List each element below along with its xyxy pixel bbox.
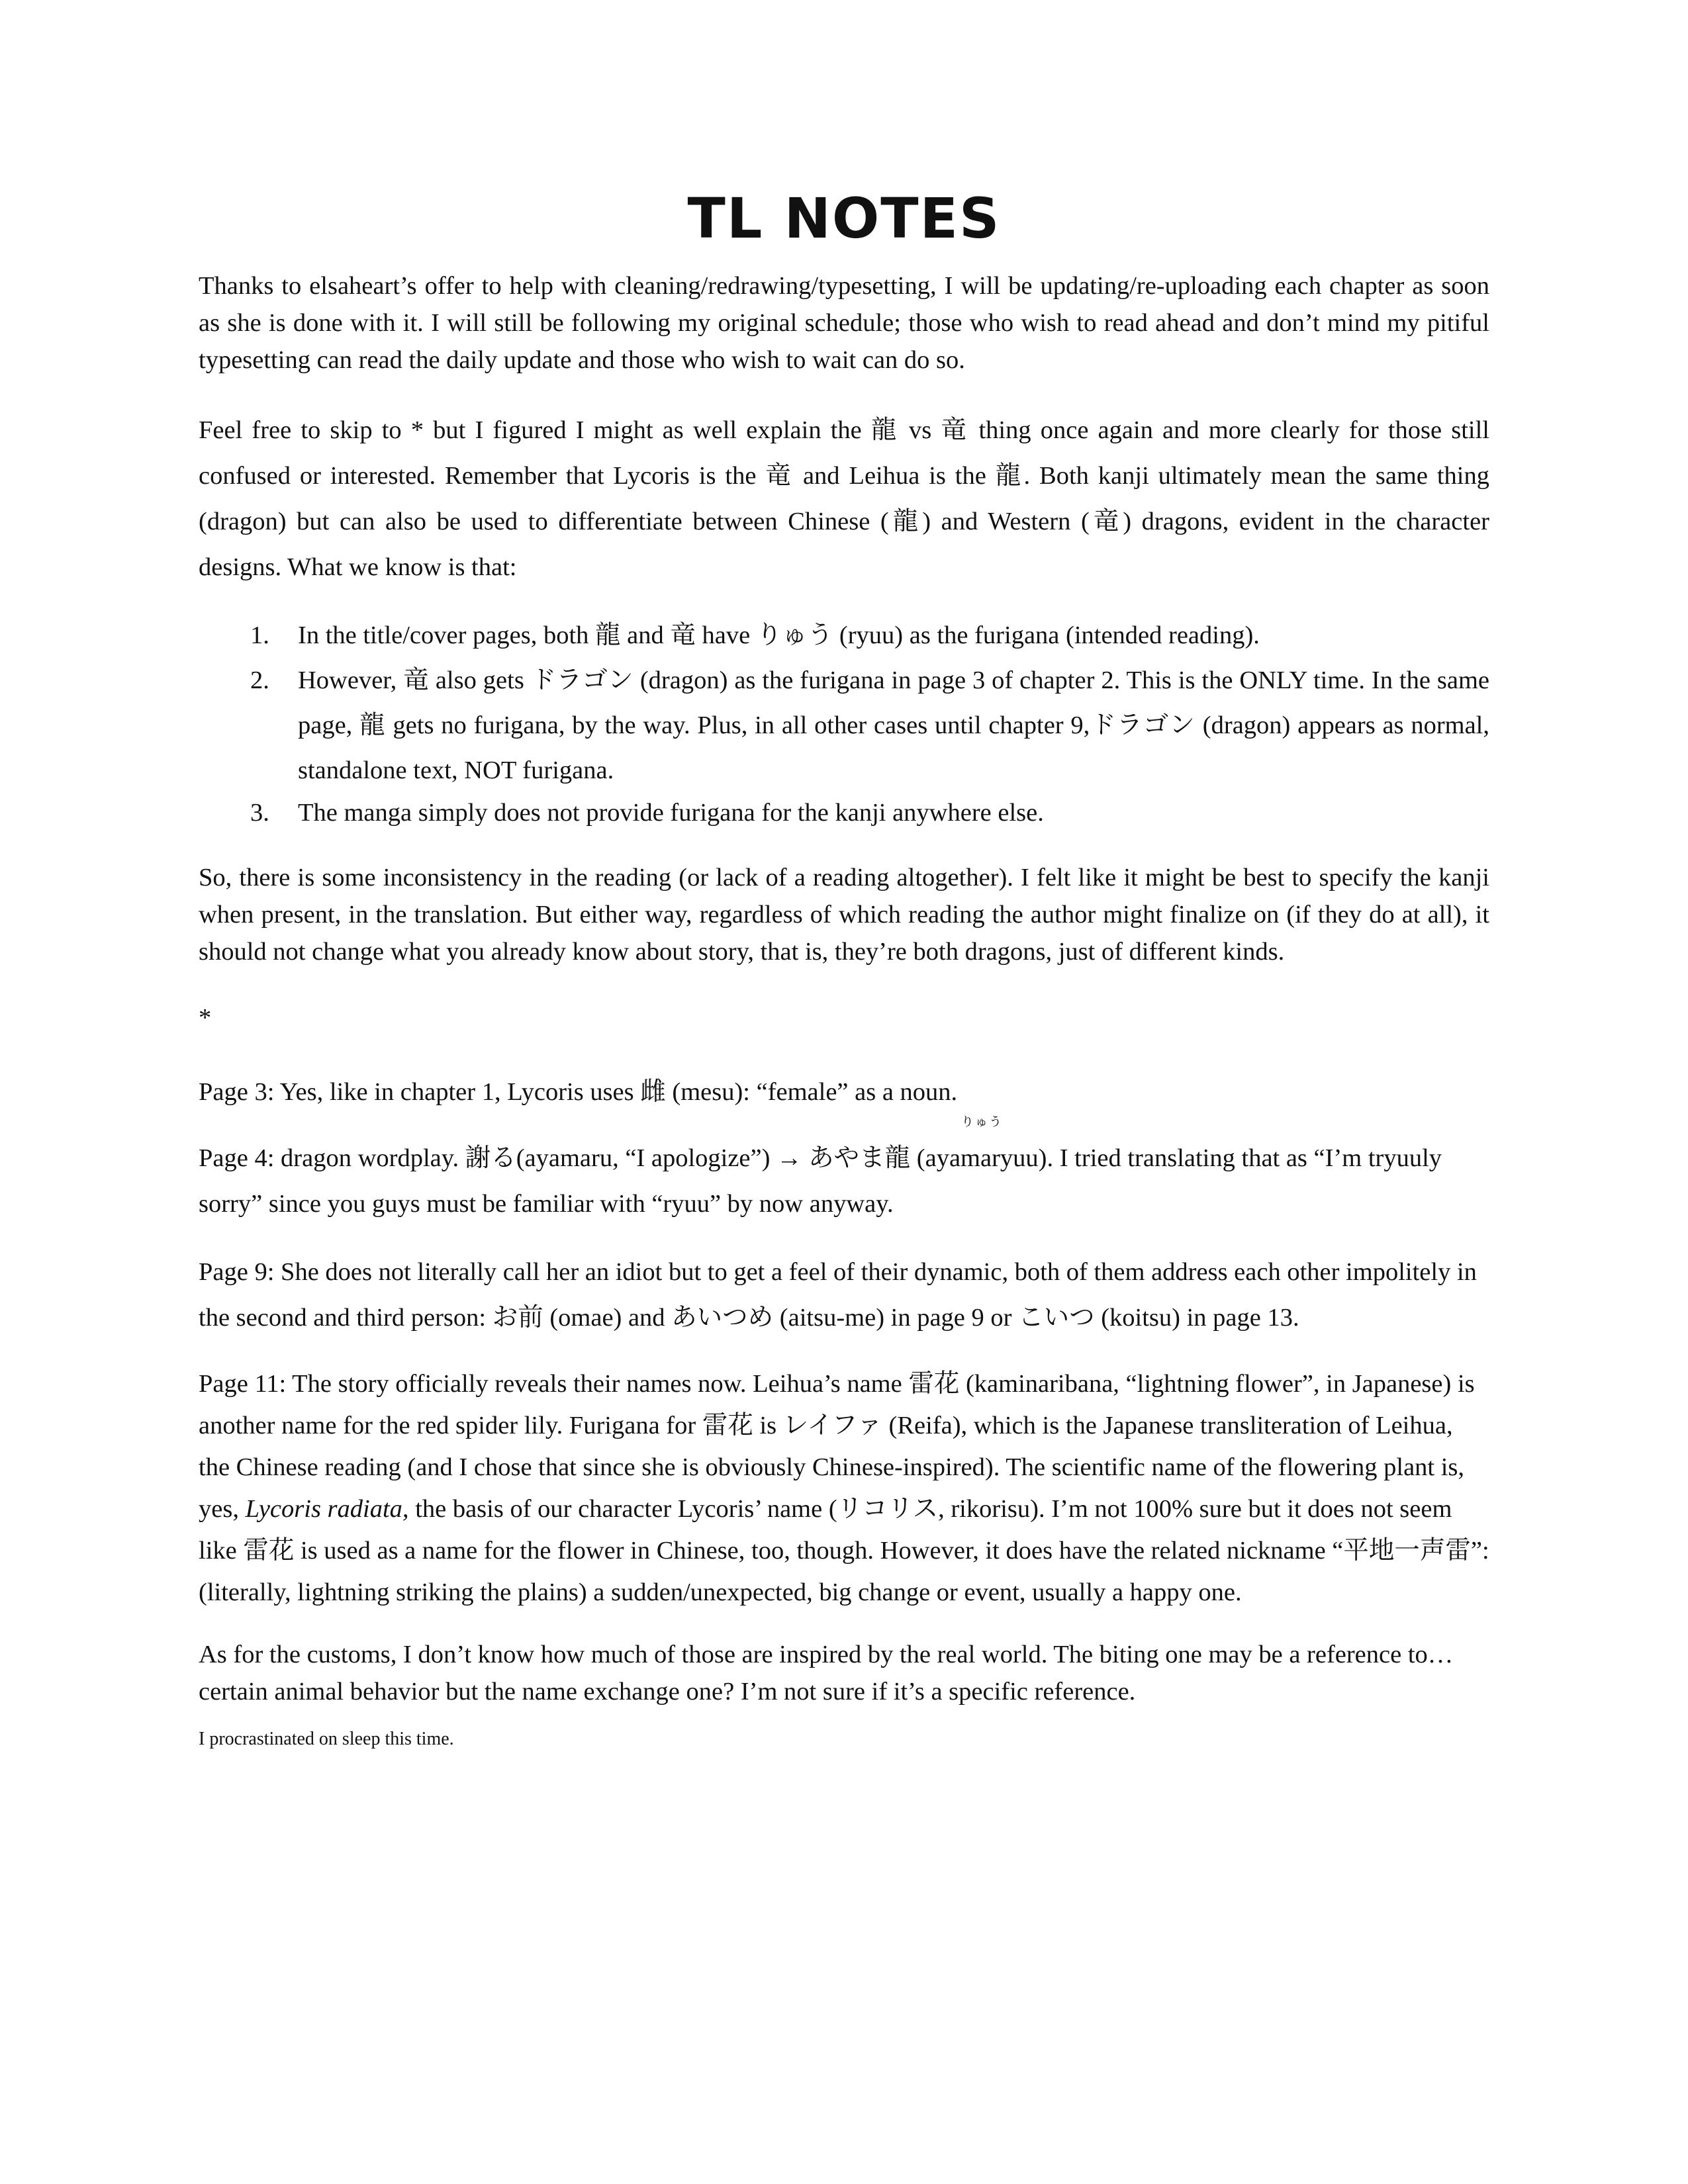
customs-paragraph: As for the customs, I don’t know how much of those are inspired by the real world. The biting one may be a reference to… certain animal behavior but the name exchange one? I’m not sure if it’s a specific reference. — [199, 1641, 1454, 1706]
section-separator: * — [199, 1004, 212, 1032]
footer-note: I procrastinated on sleep this time. — [199, 1729, 454, 1749]
page4-note-text: Page 4: dragon wordplay. 謝る(ayamaru, “I apologize”) → あやま龍 (ayamaryuu). I tried translating that as “I’m tryuuly sorry” since you guys must be familiar with “ryuu” by now anyway. — [199, 1144, 1442, 1218]
list-item-text: The manga simply does not provide furigana for the kanji anywhere else. — [298, 799, 1044, 827]
inconsistency-paragraph: So, there is some inconsistency in the reading (or lack of a reading altogether). I felt like it might be best to specify the kanji when present, in the translation. But either way, regardless of which reading the author might finalize on (if they do at all), it should not change what you already know about story, that is, they’re both dragons, just of different kinds. — [199, 864, 1489, 966]
tl-notes-page — [199, 185, 1489, 1752]
list-item — [199, 658, 1489, 793]
page11-text-end: the basis of our character Lycoris’ name (リコリス, rikorisu). I’m not 100% sure but it does not seem like 雷花 is used as a name for the flower in Chinese, too, though. However, it does have the related nickname “平地一声雷”: (literally, lightning striking the plains) a sudden/unexpected, big change or event, usually a happy one. — [199, 1495, 1489, 1606]
list-item-number: 1. — [250, 621, 269, 649]
furigana-annotation: りゅう — [961, 1115, 1004, 1129]
list-item-number: 2. — [250, 666, 269, 694]
list-item-number: 3. — [250, 799, 269, 827]
kanji-explanation-paragraph: Feel free to skip to * but I figured I might as well explain the 龍 vs 竜 thing once again and more clearly for those still confused or interested. Remember that Lycoris is the 竜 and Leihua is the 龍. Both kanji ultimately mean the same thing (dragon) but can also be used to differentiate between Chinese (龍) and Western (竜) dragons, evident in the character designs. What we know is that: — [199, 416, 1489, 581]
list-item — [199, 793, 1489, 833]
list-item-text: In the title/cover pages, both 龍 and 竜 have りゅう (ryuu) as the furigana (intended reading). — [298, 621, 1260, 649]
list-item — [199, 613, 1489, 658]
page4-note — [199, 1115, 1489, 1227]
scientific-name: Lycoris radiata, — [245, 1495, 409, 1523]
page3-note: Page 3: Yes, like in chapter 1, Lycoris uses 雌 (mesu): “female” as a noun. — [199, 1078, 958, 1106]
intro-paragraph: Thanks to elsaheart’s offer to help with cleaning/redrawing/typesetting, I will be updating/re-uploading each chapter as soon as she is done with it. I will still be following my original schedule; those who wish to read ahead and don’t mind my pitiful typesetting can read the daily update and those who wish to wait can do so. — [199, 272, 1489, 374]
page-title: TL NOTES — [687, 186, 1001, 251]
page9-note: Page 9: She does not literally call her an idiot but to get a feel of their dynamic, both of them address each other impolitely in the second and third person: お前 (omae) and あいつめ (aitsu-me) in page 9 or こいつ (koitsu) in page 13. — [199, 1258, 1477, 1332]
page11-note — [199, 1363, 1489, 1614]
reading-facts-list — [199, 613, 1489, 833]
page11-text-start: Page 11: The story officially reveals their names now. Leihua’s name 雷花 (kaminaribana, “lightning flower”, in Japanese) is another name for the red spider lily. Furigana for 雷花 is レイファ (Reifa), which is the Japanese transliteration of Leihua, the Chinese reading (and I chose that since she is obviously Chinese-inspired). The scientific name of the flowering plant is, yes, — [199, 1370, 1475, 1523]
list-item-text: However, 竜 also gets ドラゴン (dragon) as the furigana in page 3 of chapter 2. This is the ONLY time. In the same page, 龍 gets no furigana, by the way. Plus, in all other cases until chapter 9,ドラゴン (dragon) appears as normal, standalone text, NOT furigana. — [298, 666, 1489, 784]
